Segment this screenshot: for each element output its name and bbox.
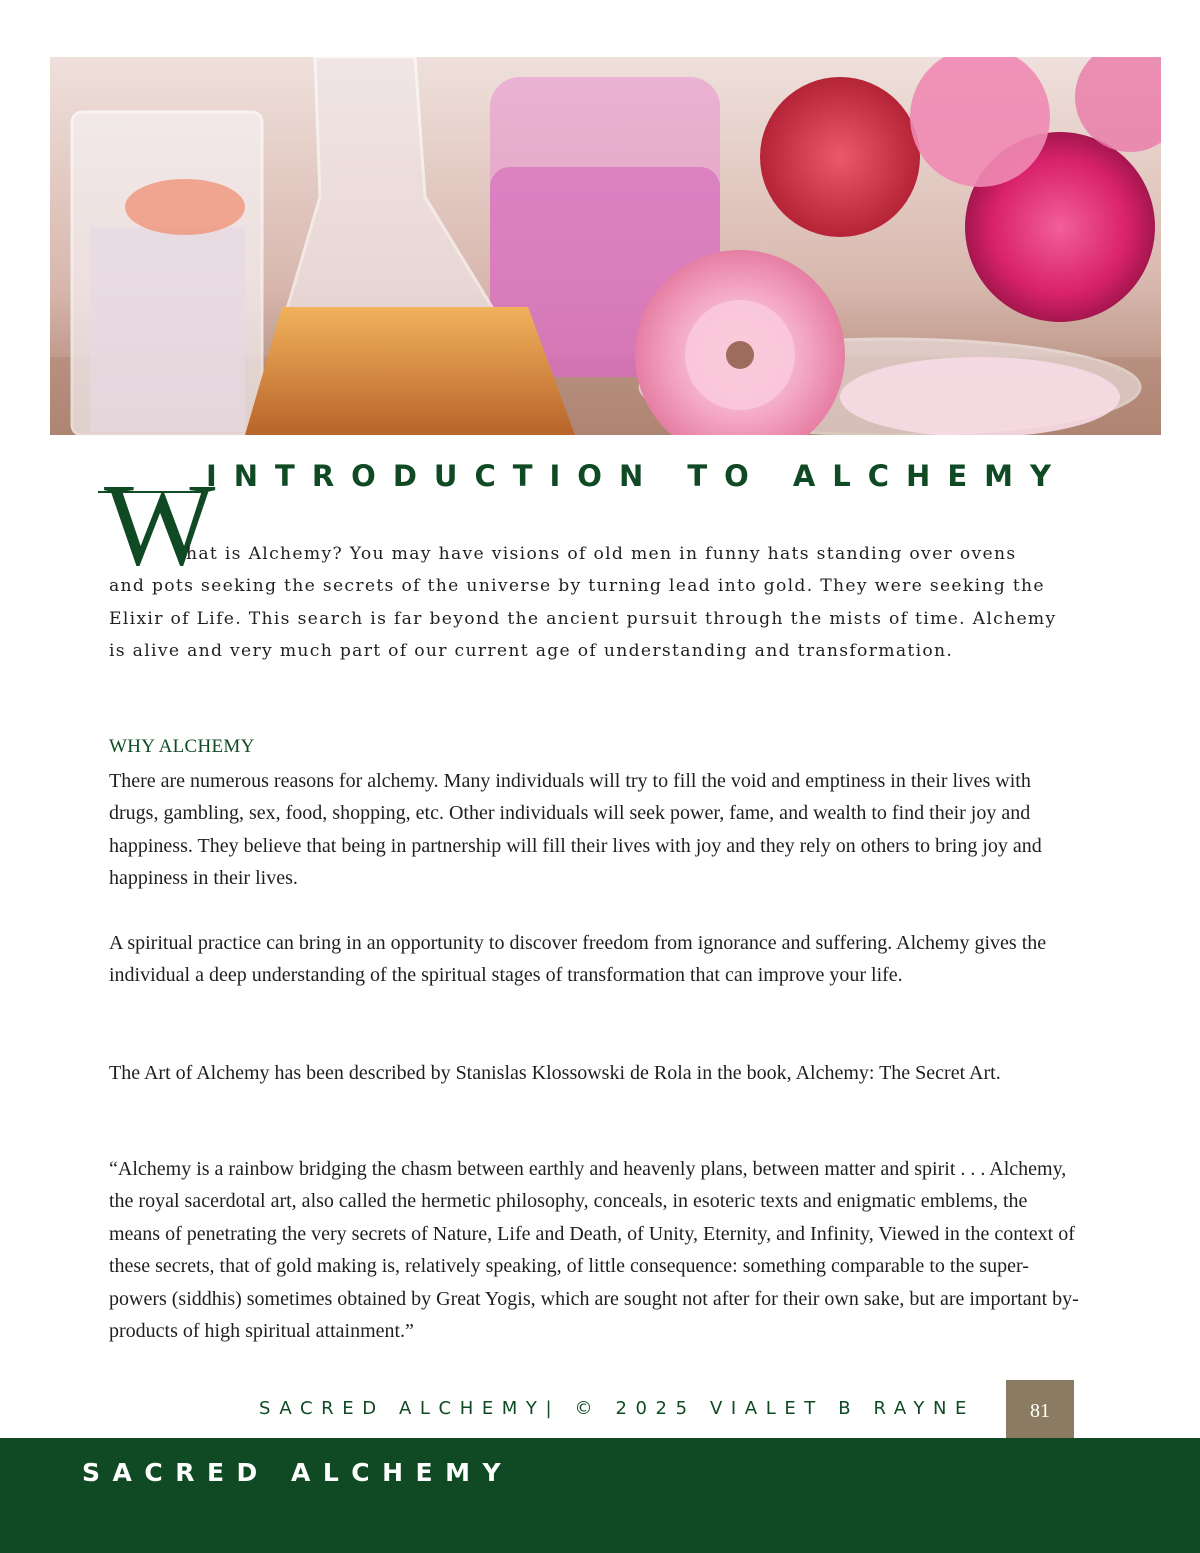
- alchemy-flowers-photo: [50, 57, 1161, 435]
- footer-band: [0, 1438, 1200, 1553]
- body-paragraph: A spiritual practice can bring in an opportunity to discover freedom from ignorance and suffering. Alchemy gives the individual a deep understanding of the spiritual stages of transformation that can improve your life.: [109, 932, 1047, 987]
- quote-paragraph: “Alchemy is a rainbow bridging the chasm between earthly and heavenly plans, between matter and spirit . . . Alchemy, the royal sacerdotal art, also called the hermetic philosophy, conceals, in esoteric texts and enigmatic emblems, the means of penetrating the very secrets of Nature, Life and Death, of Unity, Eternity, and Infinity, Viewed in the context of these secrets, that of gold making is, relatively speaking, of little consequence: something comparable to the super-powers (siddhis) sometimes obtained by Great Yogis, which are sought not after for their own sake, but are important by-products of high spiritual attainment.”: [109, 1158, 1079, 1343]
- intro-first-line: hat is Alchemy? You may have visions of old men in funny hats standing over ovens: [186, 544, 1017, 564]
- title-block: [98, 455, 1098, 515]
- page-title: INTRODUCTION TO ALCHEMY: [206, 459, 1068, 493]
- body-paragraph: The Art of Alchemy has been described by Stanislas Klossowski de Rola in the book, Alchemy: The Secret Art.: [109, 1062, 1001, 1084]
- hero-image: [50, 57, 1161, 435]
- drop-cap: W: [104, 459, 216, 590]
- section-heading: WHY ALCHEMY: [109, 736, 255, 757]
- intro-paragraph: [109, 538, 1069, 668]
- page-number-badge: 81: [1006, 1380, 1074, 1442]
- body-paragraph: There are numerous reasons for alchemy. Many individuals will try to fill the void and emptiness in their lives with drugs, gambling, sex, food, shopping, etc. Other individuals will seek power, fame, and wealth to find their joy and happiness. They believe that being in partnership will fill their lives with joy and they rely on others to bring joy and happiness in their lives.: [109, 770, 1042, 890]
- footer-band-title: SACRED ALCHEMY: [82, 1458, 514, 1487]
- footer-credit: SACRED ALCHEMY| © 2025 VIALET B RAYNE: [259, 1398, 976, 1419]
- intro-rest: and pots seeking the secrets of the universe by turning lead into gold. They were seeking the Elixir of Life. This search is far beyond the ancient pursuit through the mists of time. Alchemy is alive and very much part of our current age of understanding and transformation.: [109, 576, 1057, 662]
